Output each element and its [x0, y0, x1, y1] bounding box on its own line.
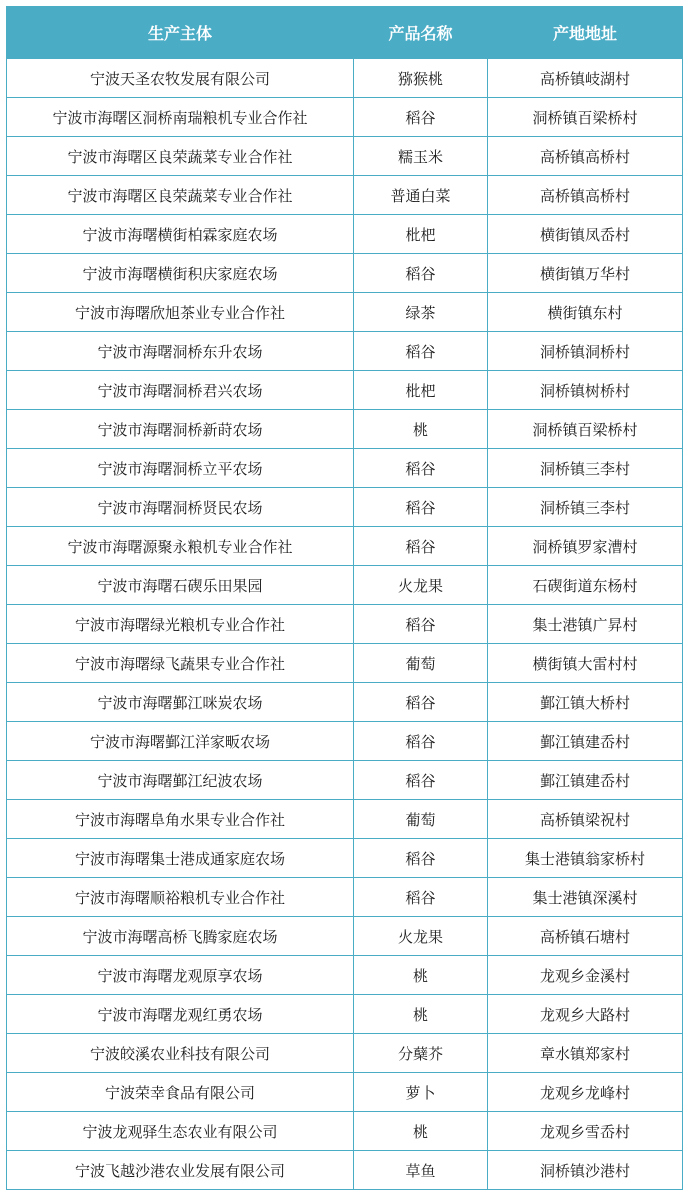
- cell-producer: 宁波市海曙绿飞蔬果专业合作社: [7, 644, 354, 683]
- cell-product: 普通白菜: [354, 176, 488, 215]
- cell-address: 高桥镇高桥村: [488, 176, 683, 215]
- cell-producer: 宁波市海曙集士港成通家庭农场: [7, 839, 354, 878]
- header-producer: 生产主体: [7, 7, 354, 59]
- cell-product: 桃: [354, 410, 488, 449]
- table-row: [7, 488, 683, 527]
- table-row: [7, 98, 683, 137]
- table-row: [7, 137, 683, 176]
- cell-address: 洞桥镇三李村: [488, 449, 683, 488]
- table-row: [7, 293, 683, 332]
- cell-address: 洞桥镇三李村: [488, 488, 683, 527]
- table-row: [7, 878, 683, 917]
- cell-product: 桃: [354, 995, 488, 1034]
- cell-address: 石碶街道东杨村: [488, 566, 683, 605]
- cell-product: 稻谷: [354, 449, 488, 488]
- table-row: [7, 1151, 683, 1190]
- table-row: [7, 371, 683, 410]
- cell-product: 猕猴桃: [354, 59, 488, 98]
- cell-producer: 宁波市海曙石碶乐田果园: [7, 566, 354, 605]
- cell-product: 草鱼: [354, 1151, 488, 1190]
- producer-table: [6, 6, 683, 1190]
- table-row: [7, 527, 683, 566]
- cell-address: 龙观乡雪岙村: [488, 1112, 683, 1151]
- table-row: [7, 215, 683, 254]
- cell-producer: 宁波皎溪农业科技有限公司: [7, 1034, 354, 1073]
- cell-address: 龙观乡大路村: [488, 995, 683, 1034]
- cell-producer: 宁波市海曙洞桥立平农场: [7, 449, 354, 488]
- table-row: [7, 761, 683, 800]
- cell-product: 稻谷: [354, 332, 488, 371]
- table-row: [7, 332, 683, 371]
- cell-producer: 宁波市海曙洞桥贤民农场: [7, 488, 354, 527]
- cell-address: 高桥镇高桥村: [488, 137, 683, 176]
- cell-producer: 宁波市海曙区良荣蔬菜专业合作社: [7, 176, 354, 215]
- table-row: [7, 254, 683, 293]
- table-row: [7, 800, 683, 839]
- cell-producer: 宁波市海曙横街积庆家庭农场: [7, 254, 354, 293]
- cell-product: 火龙果: [354, 917, 488, 956]
- cell-product: 绿茶: [354, 293, 488, 332]
- cell-product: 分蘖芥: [354, 1034, 488, 1073]
- cell-product: 糯玉米: [354, 137, 488, 176]
- cell-producer: 宁波市海曙洞桥新莳农场: [7, 410, 354, 449]
- cell-producer: 宁波市海曙区良荣蔬菜专业合作社: [7, 137, 354, 176]
- cell-address: 集士港镇翁家桥村: [488, 839, 683, 878]
- table-row: [7, 995, 683, 1034]
- cell-product: 稻谷: [354, 722, 488, 761]
- table-row: [7, 1112, 683, 1151]
- cell-producer: 宁波荣幸食品有限公司: [7, 1073, 354, 1112]
- cell-address: 横街镇万华村: [488, 254, 683, 293]
- cell-address: 龙观乡龙峰村: [488, 1073, 683, 1112]
- table-row: [7, 1034, 683, 1073]
- cell-product: 稻谷: [354, 98, 488, 137]
- cell-producer: 宁波市海曙高桥飞腾家庭农场: [7, 917, 354, 956]
- cell-address: 洞桥镇树桥村: [488, 371, 683, 410]
- cell-product: 稻谷: [354, 839, 488, 878]
- cell-address: 横街镇大雷村村: [488, 644, 683, 683]
- table-row: [7, 59, 683, 98]
- table-row: [7, 644, 683, 683]
- cell-product: 稻谷: [354, 488, 488, 527]
- cell-producer: 宁波市海曙阜角水果专业合作社: [7, 800, 354, 839]
- cell-address: 洞桥镇罗家漕村: [488, 527, 683, 566]
- cell-product: 葡萄: [354, 644, 488, 683]
- cell-producer: 宁波市海曙横街柏霖家庭农场: [7, 215, 354, 254]
- header-row: [7, 7, 683, 59]
- cell-address: 横街镇东村: [488, 293, 683, 332]
- cell-producer: 宁波市海曙鄞江纪波农场: [7, 761, 354, 800]
- cell-product: 桃: [354, 956, 488, 995]
- cell-product: 桃: [354, 1112, 488, 1151]
- cell-product: 火龙果: [354, 566, 488, 605]
- table-row: [7, 839, 683, 878]
- cell-address: 鄞江镇大桥村: [488, 683, 683, 722]
- table-row: [7, 683, 683, 722]
- cell-producer: 宁波市海曙鄞江咪炭农场: [7, 683, 354, 722]
- cell-address: 章水镇郑家村: [488, 1034, 683, 1073]
- cell-producer: 宁波龙观驿生态农业有限公司: [7, 1112, 354, 1151]
- cell-product: 稻谷: [354, 254, 488, 293]
- cell-address: 洞桥镇百梁桥村: [488, 410, 683, 449]
- cell-product: 稻谷: [354, 527, 488, 566]
- cell-address: 集士港镇广昇村: [488, 605, 683, 644]
- cell-producer: 宁波市海曙源聚永粮机专业合作社: [7, 527, 354, 566]
- table-header: [7, 7, 683, 59]
- cell-address: 高桥镇岐湖村: [488, 59, 683, 98]
- cell-address: 鄞江镇建岙村: [488, 722, 683, 761]
- cell-producer: 宁波市海曙洞桥东升农场: [7, 332, 354, 371]
- cell-address: 集士港镇深溪村: [488, 878, 683, 917]
- cell-address: 洞桥镇百梁桥村: [488, 98, 683, 137]
- table-row: [7, 1073, 683, 1112]
- cell-producer: 宁波市海曙绿光粮机专业合作社: [7, 605, 354, 644]
- cell-address: 鄞江镇建岙村: [488, 761, 683, 800]
- cell-product: 枇杷: [354, 215, 488, 254]
- table-row: [7, 176, 683, 215]
- table-row: [7, 566, 683, 605]
- cell-address: 高桥镇梁祝村: [488, 800, 683, 839]
- table-row: [7, 410, 683, 449]
- table-row: [7, 605, 683, 644]
- cell-product: 萝卜: [354, 1073, 488, 1112]
- cell-producer: 宁波市海曙鄞江洋家畈农场: [7, 722, 354, 761]
- cell-producer: 宁波天圣农牧发展有限公司: [7, 59, 354, 98]
- producer-table-container: [6, 6, 682, 1190]
- cell-producer: 宁波市海曙龙观红勇农场: [7, 995, 354, 1034]
- cell-address: 洞桥镇沙港村: [488, 1151, 683, 1190]
- table-row: [7, 449, 683, 488]
- cell-producer: 宁波市海曙龙观原享农场: [7, 956, 354, 995]
- cell-address: 洞桥镇洞桥村: [488, 332, 683, 371]
- cell-producer: 宁波市海曙洞桥君兴农场: [7, 371, 354, 410]
- cell-product: 葡萄: [354, 800, 488, 839]
- cell-product: 稻谷: [354, 683, 488, 722]
- header-product: 产品名称: [354, 7, 488, 59]
- cell-producer: 宁波飞越沙港农业发展有限公司: [7, 1151, 354, 1190]
- table-row: [7, 722, 683, 761]
- cell-product: 稻谷: [354, 761, 488, 800]
- table-body: [7, 59, 683, 1190]
- header-address: 产地地址: [488, 7, 683, 59]
- cell-producer: 宁波市海曙顺裕粮机专业合作社: [7, 878, 354, 917]
- cell-address: 高桥镇石塘村: [488, 917, 683, 956]
- cell-product: 枇杷: [354, 371, 488, 410]
- cell-producer: 宁波市海曙欣旭茶业专业合作社: [7, 293, 354, 332]
- cell-address: 横街镇凤岙村: [488, 215, 683, 254]
- cell-address: 龙观乡金溪村: [488, 956, 683, 995]
- table-row: [7, 956, 683, 995]
- cell-producer: 宁波市海曙区洞桥南瑞粮机专业合作社: [7, 98, 354, 137]
- cell-product: 稻谷: [354, 605, 488, 644]
- table-row: [7, 917, 683, 956]
- cell-product: 稻谷: [354, 878, 488, 917]
